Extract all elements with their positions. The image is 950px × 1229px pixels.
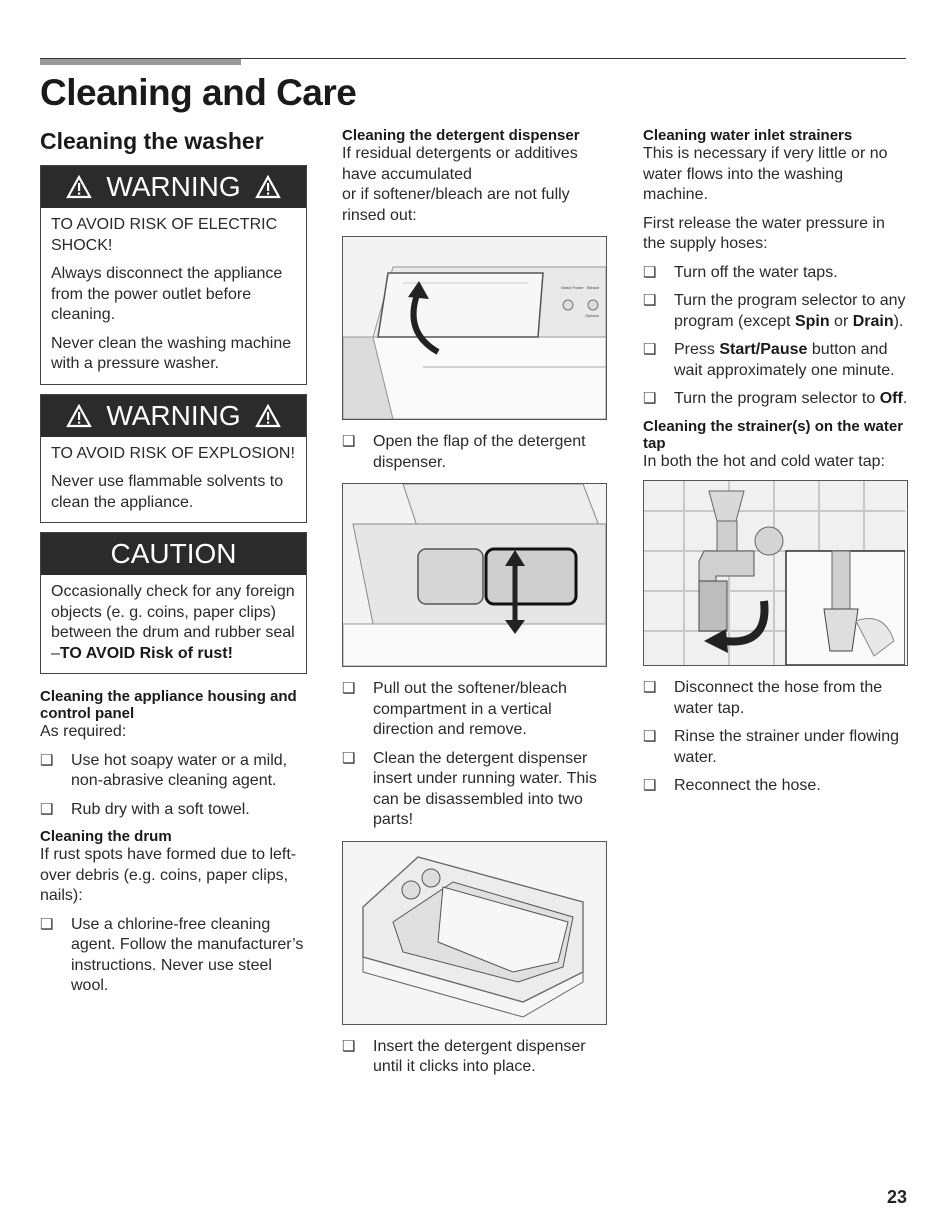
list-item: ❑ Open the flap of the detergent dispenser.: [342, 432, 607, 473]
warning-header: [41, 166, 306, 208]
checkbox-icon: ❑: [40, 751, 54, 769]
checkbox-icon: ❑: [643, 679, 657, 696]
warning-box-shock: [40, 165, 307, 385]
list-item: ❑ Reconnect the hose.: [643, 776, 908, 797]
warning-text: Never use flammable solvents to clean the appliance.: [51, 473, 284, 511]
tap-intro: In both the hot and cold water tap:: [643, 452, 885, 470]
checkbox-icon: ❑: [342, 433, 356, 450]
checkbox-icon: ❑: [643, 263, 657, 281]
checkbox-icon: ❑: [342, 680, 356, 697]
column-middle: [342, 122, 607, 1086]
caution-text: Occasionally check for any foreign objects (e. g. coins, paper clips) between the drum and rubber seal –TO AVOID Risk of rust!: [51, 583, 295, 662]
column-right: [643, 122, 908, 805]
caution-header: CAUTION: [41, 533, 306, 575]
list-item: ❑ Insert the detergent dispenser until it clicks into place.: [342, 1037, 607, 1078]
checkbox-icon: ❑: [342, 1037, 356, 1055]
water-tap-illustration: [643, 480, 908, 666]
dispenser-compartment-illustration: [342, 483, 607, 667]
checkbox-icon: ❑: [643, 341, 657, 358]
housing-intro: As required:: [40, 723, 127, 740]
warning-text: TO AVOID RISK OF EXPLOSION!: [51, 444, 295, 462]
dispenser-insert-illustration: [342, 841, 607, 1025]
panel-label: Bleach: [587, 285, 600, 290]
panel-label: Wash Power: [561, 285, 584, 290]
top-rule-accent: [40, 59, 241, 65]
warning-header: [41, 395, 306, 437]
list-item: ❑ Use a chlorine-free cleaning agent. Follow the manufacturer’s instructions. Never use steel wool.: [40, 915, 307, 997]
list-item: ❑ Press Start/Pause button and wait approximately one minute.: [643, 340, 908, 381]
warning-triangle-icon: [255, 175, 281, 199]
list-item: ❑ Rinse the strainer under flowing water.: [643, 727, 908, 768]
tap-title: Cleaning the strainer(s) on the water tap: [643, 417, 904, 452]
dispenser-intro: If residual detergents or additives have accumulated or if softener/bleach are not fully rinsed out:: [342, 145, 578, 224]
list-item: ❑ Clean the detergent dispenser insert under running water. This can be disassembled into two parts!: [342, 749, 607, 831]
list-item: ❑ Disconnect the hose from the water tap.: [643, 678, 908, 719]
list-item: ❑ Use hot soapy water or a mild, non-abrasive cleaning agent.: [40, 751, 307, 792]
strainer-intro: This is necessary if very little or no water flows into the washing machine.: [643, 145, 888, 203]
dispenser-flap-illustration: [342, 236, 607, 420]
page-title: Cleaning and Care: [40, 72, 357, 113]
list-item: ❑ Rub dry with a soft towel.: [40, 800, 307, 821]
checkbox-icon: ❑: [643, 777, 657, 794]
list-item: ❑ Pull out the softener/bleach compartment in a vertical direction and remove.: [342, 679, 607, 741]
list-item: ❑ Turn off the water taps.: [643, 263, 908, 284]
warning-text: TO AVOID RISK OF ELECTRIC SHOCK!: [51, 216, 278, 254]
column-left: [40, 122, 307, 1005]
warning-text: Always disconnect the appliance from the power outlet before cleaning.: [51, 265, 283, 323]
dispenser-title: Cleaning the detergent dispenser: [342, 127, 580, 144]
page-number: 23: [886, 1187, 907, 1207]
section-title: Cleaning the washer: [40, 128, 264, 154]
housing-title: Cleaning the appliance housing and control panel: [40, 688, 297, 722]
warning-text: Never clean the washing machine with a pressure washer.: [51, 334, 292, 372]
warning-triangle-icon: [66, 175, 92, 199]
warning-triangle-icon: [255, 404, 281, 428]
strainer-title: Cleaning water inlet strainers: [643, 127, 853, 144]
list-item: ❑ Turn the program selector to Off.: [643, 389, 908, 410]
list-item: ❑ Turn the program selector to any program (except Spin or Drain).: [643, 291, 908, 332]
panel-label: Options: [585, 313, 599, 318]
checkbox-icon: ❑: [643, 390, 657, 407]
drum-title: Cleaning the drum: [40, 828, 172, 845]
warning-box-explosion: [40, 394, 307, 524]
checkbox-icon: ❑: [643, 292, 657, 309]
checkbox-icon: ❑: [40, 915, 54, 933]
warning-label: WARNING: [106, 171, 241, 202]
caution-box: [40, 532, 307, 674]
checkbox-icon: ❑: [643, 728, 657, 745]
checkbox-icon: ❑: [342, 749, 356, 767]
checkbox-icon: ❑: [40, 800, 54, 818]
warning-label: WARNING: [106, 399, 241, 431]
warning-triangle-icon: [66, 404, 92, 428]
release-text: First release the water pressure in the supply hoses:: [643, 214, 885, 252]
drum-intro: If rust spots have formed due to left-over debris (e.g. coins, paper clips, nails):: [40, 846, 297, 904]
